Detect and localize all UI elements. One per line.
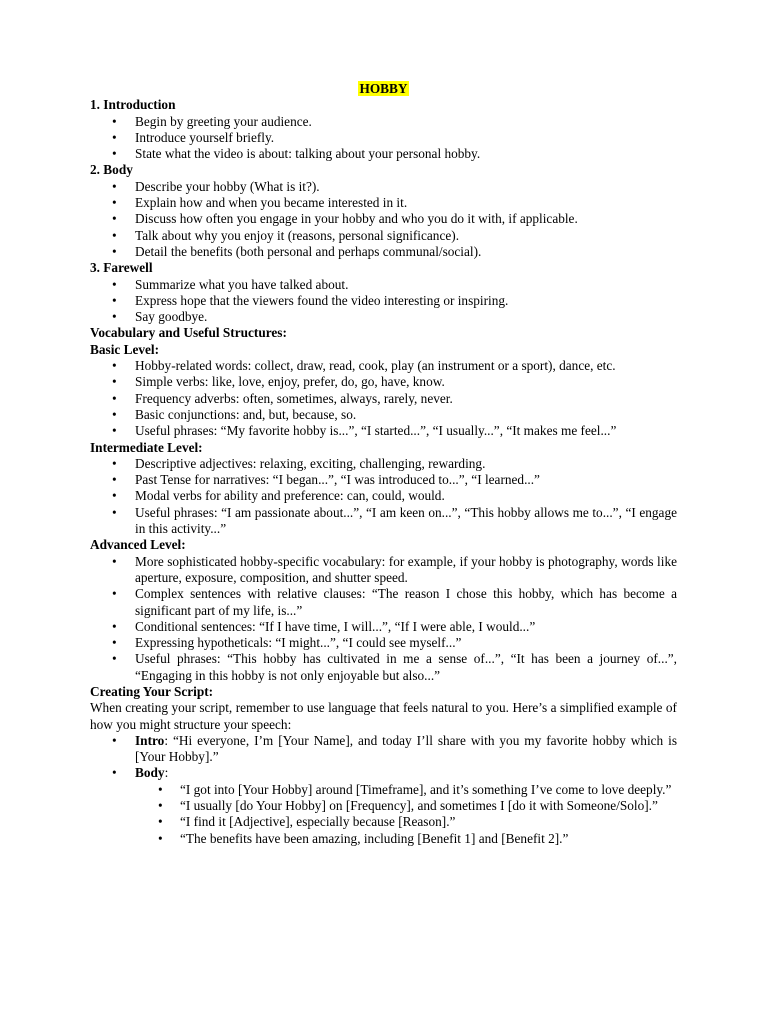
document-page [90, 81, 677, 847]
body-label: Body [135, 765, 165, 781]
list-item: • Conditional sentences: “If I have time, I will...”, “If I were able, I would...” [90, 619, 677, 635]
list-item: • Complex sentences with relative clauses: “The reason I chose this hobby, which has become a significant part of my life, is...” [90, 586, 677, 619]
list-item: • “I usually [do Your Hobby] on [Frequency], and sometimes I [do it with Someone/Solo].” [90, 798, 677, 814]
list-item: • Useful phrases: “My favorite hobby is...”, “I started...”, “I usually...”, “It makes me feel...” [90, 423, 677, 439]
list-item: • “I find it [Adjective], especially because [Reason].” [90, 814, 677, 830]
list-item: • Introduce yourself briefly. [90, 130, 677, 146]
list-intermediate-level [90, 456, 677, 537]
list-introduction [90, 114, 677, 163]
list-item: • Hobby-related words: collect, draw, read, cook, play (an instrument or a sport), dance, etc. [90, 358, 677, 374]
intro-label: Intro [135, 732, 165, 748]
list-script-structure [90, 733, 677, 782]
list-item: • Talk about why you enjoy it (reasons, personal significance). [90, 228, 677, 244]
list-item: • Frequency adverbs: often, sometimes, always, rarely, never. [90, 391, 677, 407]
body-colon: : [164, 765, 169, 781]
list-item-body [90, 765, 677, 781]
list-script-body [90, 782, 677, 847]
heading-basic-level: Basic Level: [90, 341, 160, 357]
list-item: • Describe your hobby (What is it?). [90, 179, 677, 195]
list-item: • Say goodbye. [90, 309, 677, 325]
heading-creating-script: Creating Your Script: [90, 683, 214, 699]
list-advanced-level [90, 554, 677, 684]
list-item: • Past Tense for narratives: “I began...”, “I was introduced to...”, “I learned...” [90, 472, 677, 488]
intro-text: : “Hi everyone, I’m [Your Name], and today I’ll share with you my favorite hobby which is [Your Hobby].” [135, 732, 677, 765]
heading-vocabulary: Vocabulary and Useful Structures: [90, 325, 287, 341]
heading-intermediate-level: Intermediate Level: [90, 439, 203, 455]
list-item: • More sophisticated hobby-specific vocabulary: for example, if your hobby is photography, words like aperture, exposure, composition, and shutter speed. [90, 554, 677, 587]
list-farewell [90, 277, 677, 326]
list-item: • “I got into [Your Hobby] around [Timeframe], and it’s something I’ve come to love deeply.” [90, 782, 677, 798]
list-item: • Express hope that the viewers found the video interesting or inspiring. [90, 293, 677, 309]
list-item: • Detail the benefits (both personal and perhaps communal/social). [90, 244, 677, 260]
heading-advanced-level: Advanced Level: [90, 537, 186, 553]
list-item: • Begin by greeting your audience. [90, 114, 677, 130]
list-item: • Summarize what you have talked about. [90, 277, 677, 293]
list-item-intro [90, 733, 677, 766]
list-item: • Useful phrases: “I am passionate about...”, “I am keen on...”, “This hobby allows me to...”, “I engage in this activity...” [90, 505, 677, 538]
heading-introduction: 1. Introduction [90, 97, 176, 113]
heading-farewell: 3. Farewell [90, 260, 153, 276]
list-item: • Explain how and when you became interested in it. [90, 195, 677, 211]
list-body [90, 179, 677, 260]
heading-body: 2. Body [90, 162, 133, 178]
title-row [90, 81, 677, 97]
list-basic-level [90, 358, 677, 439]
list-item: • Modal verbs for ability and preference: can, could, would. [90, 488, 677, 504]
list-item: • Descriptive adjectives: relaxing, exciting, challenging, rewarding. [90, 456, 677, 472]
list-item: • Simple verbs: like, love, enjoy, prefer, do, go, have, know. [90, 374, 677, 390]
list-item: • State what the video is about: talking about your personal hobby. [90, 146, 677, 162]
list-item: • Expressing hypotheticals: “I might...”, “I could see myself...” [90, 635, 677, 651]
page-title: HOBBY [359, 81, 408, 96]
list-item: • Useful phrases: “This hobby has cultivated in me a sense of...”, “It has been a journey of...”, “Engaging in this hobby is not only enjoyable but also...” [90, 651, 677, 684]
list-item: • Discuss how often you engage in your hobby and who you do it with, if applicable. [90, 211, 677, 227]
list-item: • Basic conjunctions: and, but, because, so. [90, 407, 677, 423]
script-paragraph: When creating your script, remember to use language that feels natural to you. Here’s a simplified example of how you might structure your speech: [90, 700, 677, 732]
list-item: • “The benefits have been amazing, including [Benefit 1] and [Benefit 2].” [90, 831, 677, 847]
